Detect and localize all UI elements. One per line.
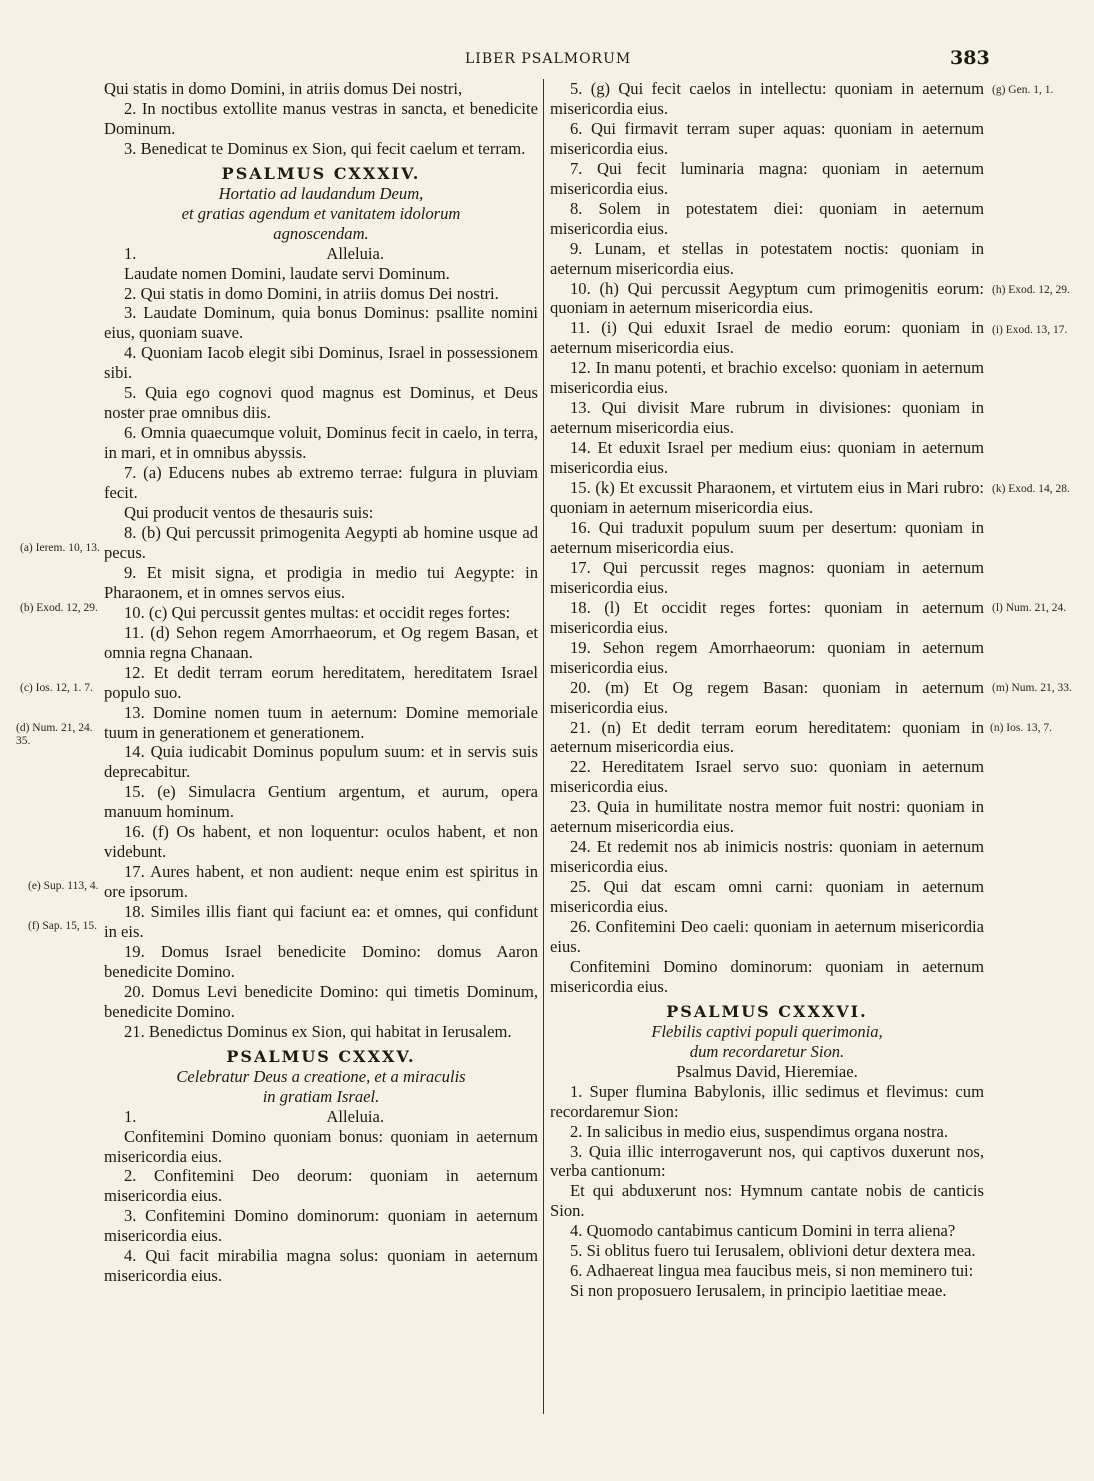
- alleluia: Alleluia.: [326, 1106, 384, 1126]
- verse: 2. In noctibus extollite manus vestras in sancta, et benedicite Dominum.: [104, 98, 538, 138]
- verse: 3. Quia illic interrogaverunt nos, qui captivos duxerunt nos, verba cantionum:: [550, 1141, 984, 1181]
- verse: 13. Domine nomen tuum in aeternum: Domine memoriale tuum in generationem et generationem.: [104, 702, 538, 742]
- verse: 4. Quomodo cantabimus canticum Domini in terra aliena?: [570, 1221, 956, 1241]
- psalm-argument: agnoscendam.: [273, 223, 369, 243]
- alleluia-line: [104, 1107, 538, 1127]
- margin-note: (b) Exod. 12, 29.: [20, 602, 98, 614]
- verse: Et qui abduxerunt nos: Hymnum cantate nobis de canticis Sion.: [550, 1181, 984, 1221]
- verse: 9. Lunam, et stellas in potestatem noctis: quoniam in aeternum misericordia eius.: [550, 238, 984, 278]
- verse: 6. Omnia quaecumque voluit, Dominus fecit in caelo, in terra, in mari, et in omnibus abyssis.: [104, 423, 538, 463]
- verse: 26. Confitemini Deo caeli: quoniam in aeternum misericordia eius.: [550, 917, 984, 956]
- psalm-argument: Celebratur Deus a creatione, et a miraculis: [176, 1066, 466, 1086]
- psalm-argument: in gratiam Israel.: [262, 1086, 380, 1106]
- psalm-argument: Flebilis captivi populi querimonia,: [651, 1021, 883, 1041]
- verse: 11. (i) Qui eduxit Israel de medio eorum: quoniam in aeternum misericordia eius.: [550, 318, 984, 358]
- verse: 3. Benedicat te Dominus ex Sion, qui fecit caelum et terram.: [124, 138, 526, 158]
- verse: Laudate nomen Domini, laudate servi Dominum.: [124, 263, 450, 283]
- verse: 1. Super flumina Babylonis, illic sedimus et flevimus: cum recordaremur Sion:: [550, 1081, 984, 1121]
- verse: 19. Sehon regem Amorrhaeorum: quoniam in aeternum misericordia eius.: [550, 637, 984, 677]
- verse: Confitemini Domino quoniam bonus: quoniam in aeternum misericordia eius.: [104, 1126, 538, 1166]
- verse: 2. Qui statis in domo Domini, in atriis domus Dei nostri.: [124, 283, 499, 303]
- verse: 21. (n) Et dedit terram eorum hereditatem: quoniam in aeternum misericordia eius.: [550, 717, 984, 757]
- margin-note: (d) Num. 21, 24. 35.: [16, 722, 93, 747]
- verse: Si non proposuero Ierusalem, in principio laetitiae meae.: [570, 1281, 947, 1301]
- verse: 20. Domus Levi benedicite Domino: qui timetis Dominum, benedicite Domino.: [104, 981, 538, 1021]
- running-title: LIBER PSALMORUM: [465, 51, 632, 67]
- verse: Qui statis in domo Domini, in atriis domus Dei nostri,: [104, 79, 463, 98]
- verse: 7. Qui fecit luminaria magna: quoniam in aeternum misericordia eius.: [550, 158, 984, 198]
- margin-note: (k) Exod. 14, 28.: [992, 483, 1070, 495]
- verse: 13. Qui divisit Mare rubrum in divisiones: quoniam in aeternum misericordia eius.: [550, 398, 984, 438]
- psalm-argument: et gratias agendum et vanitatem idolorum: [181, 203, 461, 223]
- psalm-argument: dum recordaretur Sion.: [689, 1041, 845, 1061]
- column-rule: [543, 79, 544, 1414]
- verse: 15. (k) Et excussit Pharaonem, et virtutem eius in Mari rubro: quoniam in aeternum misericordia eius.: [550, 478, 984, 518]
- margin-note: (l) Num. 21, 24.: [992, 602, 1067, 614]
- verse: 5. Quia ego cognovi quod magnus est Dominus, et Deus noster prae omnibus diis.: [104, 383, 538, 423]
- left-column: [104, 79, 538, 1286]
- right-column: [550, 79, 984, 1301]
- page-number: 383: [950, 47, 990, 69]
- verse-number: 1.: [124, 243, 137, 263]
- verse: Qui producit ventos de thesauris suis:: [124, 503, 374, 523]
- verse: 21. Benedictus Dominus ex Sion, qui habitat in Ierusalem.: [124, 1021, 512, 1041]
- verse: 16. (f) Os habent, et non loquentur: oculos habent, et non videbunt.: [104, 822, 538, 862]
- verse: 9. Et misit signa, et prodigia in medio tui Aegypte: in Pharaonem, et in omnes servos eius.: [104, 562, 538, 602]
- verse: 4. Quoniam Iacob elegit sibi Dominus, Israel in possessionem sibi.: [104, 343, 538, 383]
- psalm-subtitle: Psalmus David, Hieremiae.: [676, 1061, 858, 1081]
- margin-note: (n) Ios. 13, 7.: [990, 722, 1052, 734]
- verse: 11. (d) Sehon regem Amorrhaeorum, et Og regem Basan, et omnia regna Chanaan.: [104, 622, 538, 662]
- verse: 6. Qui firmavit terram super aquas: quoniam in aeternum misericordia eius.: [550, 118, 984, 158]
- psalm-argument: Hortatio ad laudandum Deum,: [218, 183, 424, 203]
- verse: 23. Quia in humilitate nostra memor fuit nostri: quoniam in aeternum misericordia eius.: [550, 797, 984, 837]
- verse: 8. Solem in potestatem diei: quoniam in aeternum misericordia eius.: [550, 198, 984, 238]
- alleluia: Alleluia.: [326, 243, 384, 263]
- verse: 5. (g) Qui fecit caelos in intellectu: quoniam in aeternum misericordia eius.: [550, 79, 984, 118]
- verse: Confitemini Domino dominorum: quoniam in aeternum misericordia eius.: [550, 956, 984, 996]
- verse: 17. Aures habent, et non audient: neque enim est spiritus in ore ipsorum.: [104, 862, 538, 902]
- margin-note: (f) Sap. 15, 15.: [28, 920, 97, 932]
- margin-note: (c) Ios. 12, 1. 7.: [20, 682, 93, 694]
- verse: 10. (h) Qui percussit Aegyptum cum primogenitis eorum: quoniam in aeternum misericordia eius.: [550, 278, 984, 318]
- verse: 2. In salicibus in medio eius, suspendimus organa nostra.: [570, 1121, 949, 1141]
- verse: 24. Et redemit nos ab inimicis nostris: quoniam in aeternum misericordia eius.: [550, 837, 984, 877]
- verse: 5. Si oblitus fuero tui Ierusalem, oblivioni detur dextera mea.: [570, 1241, 976, 1261]
- margin-note: (m) Num. 21, 33.: [992, 682, 1072, 694]
- verse: 12. Et dedit terram eorum hereditatem, hereditatem Israel populo suo.: [104, 662, 538, 702]
- verse: 4. Qui facit mirabilia magna solus: quoniam in aeternum misericordia eius.: [104, 1246, 538, 1286]
- verse: 10. (c) Qui percussit gentes multas: et occidit reges fortes:: [124, 602, 511, 622]
- margin-note: (h) Exod. 12, 29.: [992, 284, 1070, 296]
- margin-note: (i) Exod. 13, 17.: [992, 324, 1068, 336]
- verse: 18. Similes illis fiant qui faciunt ea: et omnes, qui confidunt in eis.: [104, 902, 538, 942]
- psalm-134-title: PSALMUS CXXXIV.: [221, 163, 421, 183]
- verse: 15. (e) Simulacra Gentium argentum, et aurum, opera manuum hominum.: [104, 782, 538, 822]
- verse: 3. Confitemini Domino dominorum: quoniam in aeternum misericordia eius.: [104, 1206, 538, 1246]
- verse: 18. (l) Et occidit reges fortes: quoniam in aeternum misericordia eius.: [550, 597, 984, 637]
- verse: 12. In manu potenti, et brachio excelso: quoniam in aeternum misericordia eius.: [550, 358, 984, 398]
- verse: 8. (b) Qui percussit primogenita Aegypti ab homine usque ad pecus.: [104, 522, 538, 562]
- verse-number: 1.: [124, 1106, 137, 1126]
- verse: 25. Qui dat escam omni carni: quoniam in aeternum misericordia eius.: [550, 877, 984, 917]
- margin-note: (a) Ierem. 10, 13.: [20, 542, 100, 554]
- verse: 20. (m) Et Og regem Basan: quoniam in aeternum misericordia eius.: [550, 677, 984, 717]
- psalm-136-title: PSALMUS CXXXVI.: [666, 1001, 868, 1021]
- alleluia-line: [104, 244, 538, 264]
- verse: 16. Qui traduxit populum suum per desertum: quoniam in aeternum misericordia eius.: [550, 517, 984, 557]
- verse: 7. (a) Educens nubes ab extremo terrae: fulgura in pluviam fecit.: [104, 463, 538, 503]
- verse: 3. Laudate Dominum, quia bonus Dominus: psallite nomini eius, quoniam suave.: [104, 303, 538, 343]
- verse: 22. Hereditatem Israel servo suo: quoniam in aeternum misericordia eius.: [550, 757, 984, 797]
- verse: 17. Qui percussit reges magnos: quoniam in aeternum misericordia eius.: [550, 557, 984, 597]
- margin-note: (e) Sup. 113, 4.: [28, 880, 99, 892]
- margin-note: (g) Gen. 1, 1.: [992, 84, 1054, 96]
- verse: 2. Confitemini Deo deorum: quoniam in aeternum misericordia eius.: [104, 1166, 538, 1206]
- verse: 19. Domus Israel benedicite Domino: domus Aaron benedicite Domino.: [104, 941, 538, 981]
- psalm-135-title: PSALMUS CXXXV.: [226, 1046, 416, 1066]
- verse: 14. Quia iudicabit Dominus populum suum: et in servis suis deprecabitur.: [104, 742, 538, 782]
- verse: 6. Adhaereat lingua mea faucibus meis, si non meminero tui:: [570, 1261, 974, 1281]
- verse: 14. Et eduxit Israel per medium eius: quoniam in aeternum misericordia eius.: [550, 438, 984, 478]
